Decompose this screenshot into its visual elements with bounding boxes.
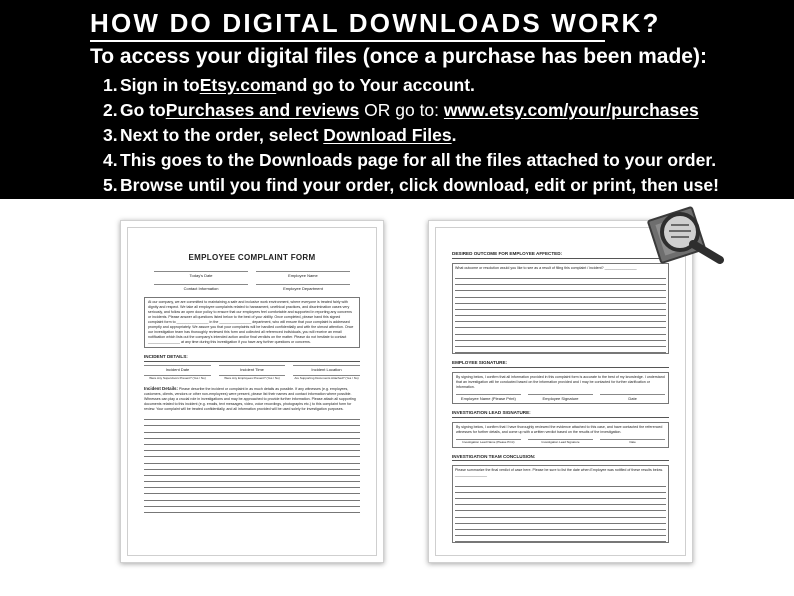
purchases-url-link[interactable]: www.etsy.com/your/purchases <box>443 100 699 120</box>
field-label: Investigation Lead Name (Please Print) <box>462 439 515 444</box>
field-row <box>144 271 360 278</box>
signature-row <box>456 394 665 401</box>
section-heading: EMPLOYEE SIGNATURE: <box>452 360 669 368</box>
field-label: Employee Department <box>283 286 323 291</box>
field-label: Incident Date <box>165 367 190 373</box>
complaint-form-page-1 <box>144 253 360 513</box>
field-row <box>144 284 360 291</box>
title-underline <box>90 40 605 42</box>
section-heading: DESIRED OUTCOME FOR EMPLOYEE AFFECTED: <box>452 251 669 259</box>
conclusion-prompt: Please summarize the final verdict of case here. Please be sure to list the date when Employee was notified of these results below. ________________ <box>455 468 663 478</box>
outcome-box <box>452 263 669 354</box>
answer-lines <box>455 273 666 353</box>
steps-list <box>103 73 719 198</box>
field-label: Date <box>628 396 637 402</box>
page-preview-1 <box>120 220 384 563</box>
complaint-form-page-2 <box>452 251 669 543</box>
etsy-link[interactable]: Etsy.com <box>199 75 277 95</box>
instructions-banner <box>0 0 794 199</box>
page-preview-2 <box>428 220 693 563</box>
magnifier-document-icon <box>640 200 740 270</box>
field-label: Employee Name (Please Print) <box>460 396 516 402</box>
step-4: 4. This goes to the Downloads page for all the files attached to your order. <box>103 150 717 170</box>
field-label: Today's Date <box>189 273 213 278</box>
outcome-prompt: What outcome or resolution would you like to see as a result of filing this complaint / incident? ________________ <box>455 265 637 270</box>
field-label: Date <box>629 439 636 444</box>
answer-lines <box>144 414 360 513</box>
lead-text: By signing below, I confirm that I have thoroughly reviewed the evidence attached to this case, and have contacted the referenced witnesses for further details, and come up with a written verdict based on the results of the investigation. <box>456 424 663 434</box>
field-label: Incident Time <box>240 367 264 373</box>
banner-subtitle: To access your digital files (once a purchase has been made): <box>90 45 707 68</box>
field-label: Employee Signature <box>542 396 579 402</box>
answer-lines <box>455 480 666 542</box>
section-heading: INCIDENT DETAILS: <box>144 354 360 362</box>
field-label: Were Any Employees Present? (Yes / No) <box>224 376 280 381</box>
field-label: Were Any Supervisors Present? (Yes / No) <box>149 376 206 381</box>
field-label: Incident Location <box>311 367 342 373</box>
field-label: Employee Name <box>288 273 318 278</box>
step-2: 2. Go to Purchases and reviews OR go to: www.etsy.com/your/purchases <box>103 98 719 123</box>
form-title: EMPLOYEE COMPLAINT FORM <box>188 253 316 262</box>
intro-text: At our company, we are committed to maintaining a safe and inclusive work environment, where everyone is treated fairly with dignity and respect. We take all employee complaints related to harassment, unethical practices, and discrimination cases very seriously, and follow an open door policy to ensure that our employees feel comfortable and supported in reporting any concerns or incidents. Please answer all questions listed below to the best of your ability. Once completed, please hand this signed complaint form to ________________ in the ________________ department, who will ensure that your complaint is addressed promptly and appropriately. We assure you that your complaints will be handled confidentially and with the utmost attention. Once our investigation team has thoroughly reviewed this form and collected all referenced individuals, you will receive an email notification which lists out the company's intended action and/or final verdicts on the matter. Please do not hesitate to contact ________________ at any time during this investigation if you have any further questions or concerns. <box>148 300 354 345</box>
purchases-link[interactable]: Purchases and reviews <box>165 100 360 120</box>
section-heading: INVESTIGATION TEAM CONCLUSION: <box>452 454 669 462</box>
incident-row <box>144 365 360 372</box>
step-5: 5. Browse until you find your order, click download, edit or print, then use! <box>103 175 719 195</box>
conclusion-box <box>452 465 669 543</box>
field-label: Are Supporting Documents Attached? (Yes / No) <box>294 376 359 381</box>
section-heading: INVESTIGATION LEAD SIGNATURE: <box>452 410 669 418</box>
banner-title: HOW DO DIGITAL DOWNLOADS WORK? <box>90 8 661 38</box>
lead-signature-row <box>456 439 665 445</box>
signature-box <box>452 372 669 404</box>
step-1: 1. Sign in to Etsy.com and go to Your account. <box>103 73 719 98</box>
download-files-link[interactable]: Download Files <box>323 125 452 145</box>
field-label: Investigation Lead Signature <box>541 439 580 444</box>
witness-row <box>144 375 360 381</box>
lead-box <box>452 422 669 448</box>
intro-box <box>144 297 360 348</box>
field-label: Contact Information <box>183 286 219 291</box>
signature-text: By signing below, I confirm that all information provided in this complaint form is accurate to the best of my knowledge. I understand that an investigation will be conducted based on the information provided and I may be contacted for further clarification or information. <box>456 374 665 389</box>
details-paragraph: Incident Details: Please describe the incident or complaint in as much details as possible. If any witnesses (e.g. employees, customers, clients, vendors or other non-employees) were present, please list their names and contact information where possible. Witnesses can play a crucial role in investigations and may be approached to provide further information. Please attach all supporting documents related to this incident (e.g. emails, text messages, video, voice recordings, photographs etc.) to this complaint form for review. Your complaint will be treated confidentially, and all information provided will be used solely for investigation purposes. <box>144 385 356 412</box>
step-3: 3. Next to the order, select Download Files . <box>103 123 719 148</box>
